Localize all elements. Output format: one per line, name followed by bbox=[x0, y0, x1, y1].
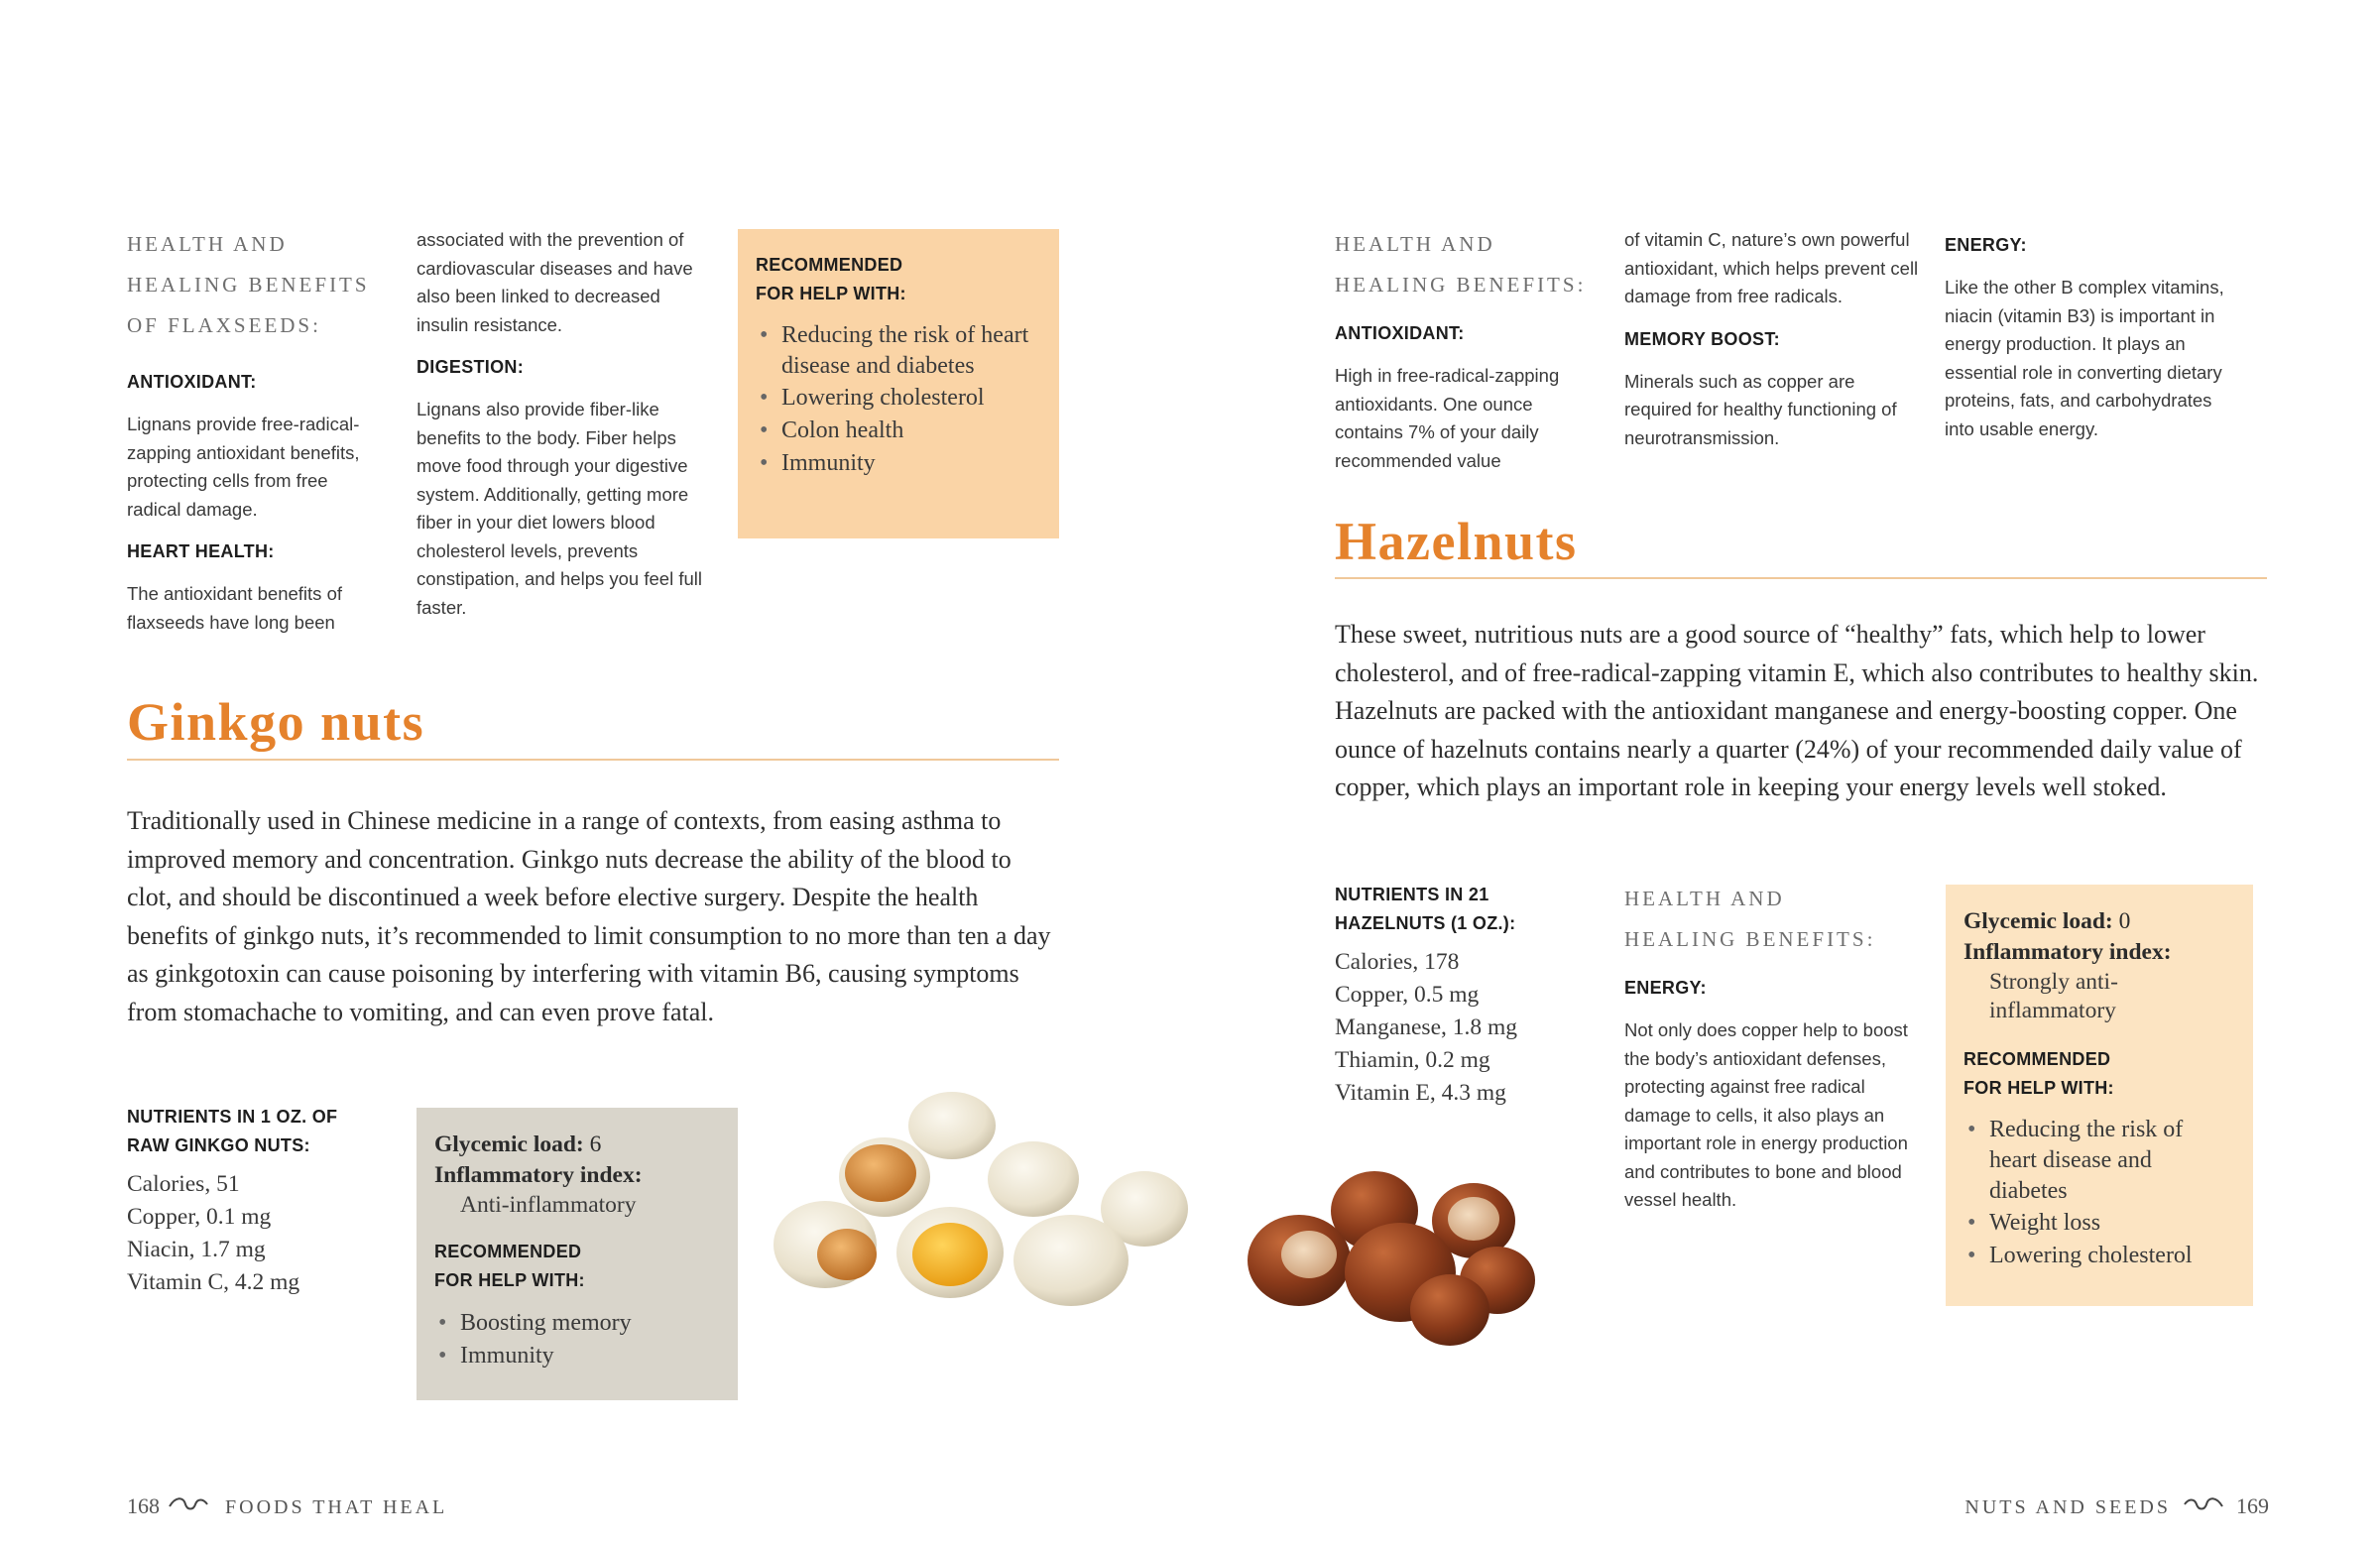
energy-heading: ENERGY: bbox=[1624, 978, 1707, 998]
nutrient-item: Niacin, 1.7 mg bbox=[127, 1237, 266, 1262]
hazelnut-benefits-lower bbox=[1624, 879, 1922, 1215]
hazelnuts-title: Hazelnuts bbox=[1335, 512, 1578, 571]
hazelnut-info-box bbox=[1946, 885, 2253, 1306]
flaxseed-recommended-box bbox=[738, 229, 1059, 538]
inflammatory-index-value: Strongly anti-inflammatory bbox=[1989, 969, 2118, 1023]
swirl-ornament-icon bbox=[168, 1494, 217, 1522]
antioxidant-heading: ANTIOXIDANT: bbox=[1335, 323, 1465, 343]
right-footer bbox=[1932, 1492, 2269, 1522]
inflammatory-index-label: Inflammatory index: bbox=[1964, 939, 2172, 965]
ginkgo-nuts-photo bbox=[756, 1086, 1192, 1364]
digestion-text: Lignans also provide fiber-like benefits to the body. Fiber helps move food through your digestive system. Additionally, getting more fiber in your diet lowers blood cholesterol levels, prevents constipation, and helps you feel full faster. bbox=[416, 399, 702, 618]
for-help-with-heading: FOR HELP WITH: bbox=[756, 284, 906, 303]
inflammatory-index-value: Anti-inflammatory bbox=[460, 1192, 637, 1218]
list-item: • Boosting memory bbox=[434, 1307, 720, 1340]
running-head: NUTS AND SEEDS bbox=[1964, 1496, 2171, 1518]
antioxidant-text: High in free-radical-zapping antioxidants. One ounce contains 7% of your daily recommended value bbox=[1335, 365, 1560, 471]
nutrient-item: Copper, 0.5 mg bbox=[1335, 982, 1480, 1008]
ginkgo-nutrients bbox=[127, 1103, 385, 1299]
nutrient-item: Calories, 51 bbox=[127, 1171, 240, 1197]
flaxseed-benefits-col2 bbox=[416, 226, 714, 622]
antioxidant-heading: ANTIOXIDANT: bbox=[127, 372, 257, 392]
ginkgo-nuts-illustration bbox=[756, 1086, 1192, 1364]
energy-heading: ENERGY: bbox=[1945, 235, 2027, 255]
heart-health-continued: associated with the prevention of cardiovascular diseases and have also been linked to decreased insulin resistance. bbox=[416, 229, 693, 335]
hazelnut-benefits-col1 bbox=[1335, 224, 1603, 475]
hazelnut-recommended-list bbox=[1964, 1115, 2235, 1272]
memory-boost-heading: MEMORY BOOST: bbox=[1624, 328, 1780, 349]
page-number: 168 bbox=[127, 1493, 160, 1518]
ginkgo-recommended-list bbox=[434, 1307, 720, 1372]
ginkgo-description: Traditionally used in Chinese medicine in a range of contexts, from easing asthma to improved memory and concentration. Ginkgo nuts decrease the ability of the blood to clot, and should be discontinued a week before elective surgery. Despite the health benefits of ginkgo nuts, it’s recommended to limit consumption to no more than ten a day as ginkgotoxin can cause poisoning by interfering with vitamin B6, causing symptoms from stomachache to vomiting, and can even prove fatal. bbox=[127, 806, 1051, 1026]
hazelnut-benefits-heading: HEALTH AND HEALING BENEFITS: bbox=[1335, 232, 1587, 297]
hazelnut-lower-benefits-heading: HEALTH AND HEALING BENEFITS: bbox=[1624, 887, 1876, 951]
list-item: • Reducing the risk of heart disease and diabetes bbox=[756, 320, 1041, 382]
hazelnuts-title-rule bbox=[1335, 577, 2267, 579]
list-item: • Lowering cholesterol bbox=[1964, 1240, 2235, 1272]
hazelnut-nutrients bbox=[1335, 881, 1603, 1110]
digestion-heading: DIGESTION: bbox=[416, 357, 525, 377]
swirl-ornament-icon bbox=[2179, 1494, 2228, 1522]
hazelnut-benefits-col3 bbox=[1945, 231, 2242, 443]
nutrient-item: Calories, 178 bbox=[1335, 949, 1460, 975]
flaxseed-benefits-col1 bbox=[127, 224, 387, 637]
glycemic-load: Glycemic load: 0 bbox=[1964, 908, 2131, 934]
left-footer bbox=[127, 1492, 447, 1522]
for-help-with-heading: FOR HELP WITH: bbox=[1964, 1078, 2114, 1098]
glycemic-load: Glycemic load: 6 bbox=[434, 1132, 602, 1157]
hazelnuts-photo bbox=[1230, 1155, 1567, 1354]
hazelnut-nutrients-heading-line1: NUTRIENTS IN 21 bbox=[1335, 885, 1489, 904]
hazelnuts-description: These sweet, nutritious nuts are a good source of “healthy” fats, which help to lower cholesterol, and of free-radical-zapping vitamin E, which also contributes to healthy skin. Hazelnuts are packed with the antioxidant manganese and energy-boosting copper. One ounce of hazelnuts contains nearly a quarter (24%) of your recommended daily value of copper, which plays an important role in keeping your energy levels well stoked. bbox=[1335, 620, 2259, 801]
list-item: • Reducing the risk of heart disease and diabetes bbox=[1964, 1115, 2235, 1207]
nutrient-item: Manganese, 1.8 mg bbox=[1335, 1014, 1518, 1040]
recommended-heading: RECOMMENDED bbox=[1964, 1049, 2111, 1069]
nutrient-item: Thiamin, 0.2 mg bbox=[1335, 1047, 1490, 1073]
inflammatory-index-label: Inflammatory index: bbox=[434, 1162, 643, 1188]
hazelnut-nutrients-heading-line2: HAZELNUTS (1 OZ.): bbox=[1335, 913, 1516, 933]
ginkgo-nutrients-heading-line1: NUTRIENTS IN 1 OZ. OF bbox=[127, 1107, 338, 1127]
heart-health-text: The antioxidant benefits of flaxseeds have long been bbox=[127, 583, 343, 633]
flaxseed-benefits-heading: HEALTH AND HEALING BENEFITS OF FLAXSEEDS: bbox=[127, 232, 370, 337]
antioxidant-continued: of vitamin C, nature’s own powerful antioxidant, which helps prevent cell damage from free radicals. bbox=[1624, 229, 1919, 306]
running-head: FOODS THAT HEAL bbox=[225, 1496, 448, 1518]
ginkgo-info-box bbox=[416, 1108, 738, 1400]
energy-text: Not only does copper help to boost the body’s antioxidant defenses, protecting against free radical damage to cells, it also plays an important role in energy production and contributes to bone and blood vessel health. bbox=[1624, 1019, 1908, 1210]
ginkgo-nutrients-heading-line2: RAW GINKGO NUTS: bbox=[127, 1135, 310, 1155]
memory-boost-text: Minerals such as copper are required for healthy functioning of neurotransmission. bbox=[1624, 370, 1897, 448]
flaxseed-recommended-list bbox=[756, 320, 1041, 480]
energy-text: Like the other B complex vitamins, niacin (vitamin B3) is important in energy production. It plays an essential role in converting dietary proteins, fats, and carbohydrates into usable energy. bbox=[1945, 277, 2224, 439]
for-help-with-heading: FOR HELP WITH: bbox=[434, 1270, 585, 1290]
list-item: • Lowering cholesterol bbox=[756, 382, 1041, 415]
recommended-heading: RECOMMENDED bbox=[434, 1242, 582, 1261]
page-number: 169 bbox=[2236, 1493, 2269, 1518]
heart-health-heading: HEART HEALTH: bbox=[127, 541, 275, 561]
nutrient-item: Copper, 0.1 mg bbox=[127, 1204, 272, 1230]
list-item: • Immunity bbox=[434, 1340, 720, 1372]
hazelnuts-illustration bbox=[1230, 1155, 1567, 1354]
ginkgo-title-rule bbox=[127, 759, 1059, 761]
nutrient-item: Vitamin C, 4.2 mg bbox=[127, 1269, 300, 1295]
hazelnut-benefits-col2 bbox=[1624, 226, 1922, 452]
list-item: • Colon health bbox=[756, 415, 1041, 447]
list-item: • Weight loss bbox=[1964, 1207, 2235, 1240]
ginkgo-title: Ginkgo nuts bbox=[127, 692, 425, 752]
list-item: • Immunity bbox=[756, 447, 1041, 480]
recommended-heading: RECOMMENDED bbox=[756, 255, 903, 275]
antioxidant-text: Lignans provide free-radical-zapping antioxidant benefits, protecting cells from free radical damage. bbox=[127, 414, 360, 520]
nutrient-item: Vitamin E, 4.3 mg bbox=[1335, 1080, 1506, 1106]
